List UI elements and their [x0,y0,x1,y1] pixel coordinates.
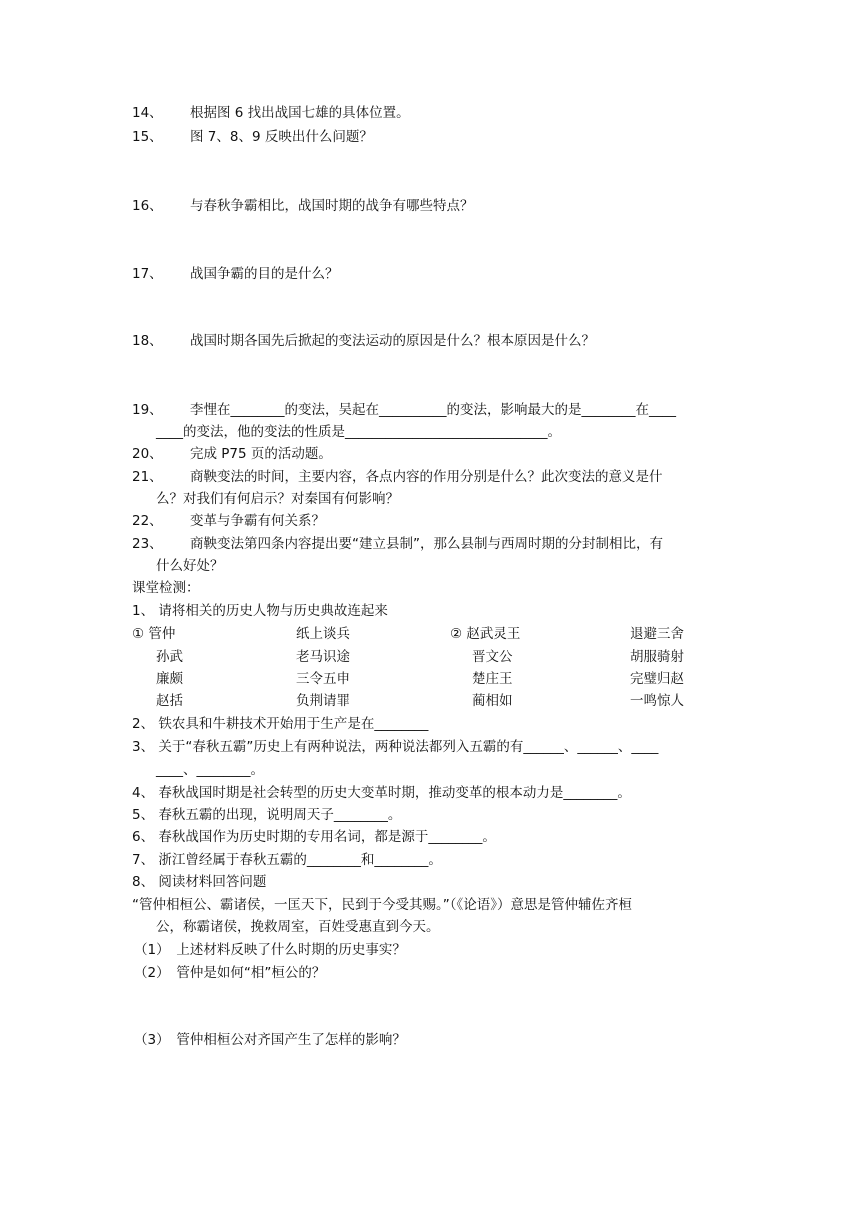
question-text-continued: 么？对我们有何启示？对秦国有何影响？ [156,491,399,507]
match-idiom: 负荆请罪 [296,693,350,709]
match-person: ① 管仲 [132,626,176,642]
sub-question-3: （3） 管仲相桓公对齐国产生了怎样的影响？ [134,1032,406,1048]
question-text-continued: ____的变法，他的变法的性质是______________________________。 [156,424,561,440]
match-idiom: 胡服骑射 [630,649,684,665]
match-idiom: 三令五申 [296,671,350,687]
check-question-5: 5、 春秋五霸的出现，说明周天子________。 [132,807,402,823]
question-number: 16、 [132,198,163,214]
question-text: 商鞅变法第四条内容提出要“建立县制”，那么县制与西周时期的分封制相比，有 [190,536,663,552]
match-idiom: 老马识途 [296,649,350,665]
question-text: 商鞅变法的时间，主要内容，各点内容的作用分别是什么？此次变法的意义是什 [190,469,663,485]
question-text: 李悝在________的变法，吴起在__________的变法，影响最大的是________在____ [190,402,676,418]
check-question-3: 3、 关于“春秋五霸”历史上有两种说法，两种说法都列入五霸的有______、______、____ [132,739,659,755]
question-number: 17、 [132,266,163,282]
section-heading: 课堂检测： [132,580,200,596]
check-question-8: 8、 阅读材料回答问题 [132,874,267,890]
match-person: 楚庄王 [472,671,513,687]
match-idiom: 纸上谈兵 [296,626,350,642]
match-person: 赵括 [156,693,183,709]
sub-question-1: （1） 上述材料反映了什么时期的历史事实？ [134,942,406,958]
question-text: 与春秋争霸相比，战国时期的战争有哪些特点？ [190,198,474,214]
question-number: 19、 [132,402,163,418]
question-text: 完成 P75 页的活动题。 [190,446,332,462]
sub-question-2: （2） 管仲是如何“相”桓公的？ [134,965,326,981]
match-idiom: 一鸣惊人 [630,693,684,709]
match-idiom: 完璧归赵 [630,671,684,687]
match-person: ② 赵武灵王 [450,626,521,642]
check-question-3-continued: ____、________。 [156,762,264,778]
question-number: 20、 [132,446,163,462]
check-question-6: 6、 春秋战国作为历史时期的专用名词，都是源于________。 [132,829,496,845]
question-number: 21、 [132,469,163,485]
check-question-7: 7、 浙江曾经属于春秋五霸的________和________。 [132,852,442,868]
question-number: 15、 [132,129,163,145]
material-text-continued: 公，称霸诸侯，挽救周室，百姓受惠直到今天。 [156,919,440,935]
question-number: 22、 [132,513,163,529]
question-number: 14、 [132,105,163,121]
question-text: 图 7、8、9 反映出什么问题？ [190,129,373,145]
material-text: “管仲相桓公、霸诸侯，一匡天下，民到于今受其赐。”（《论语》）意思是管仲辅佐齐桓 [132,897,632,913]
question-text: 战国争霸的目的是什么？ [190,266,339,282]
match-person: 廉颇 [156,671,183,687]
question-text-continued: 什么好处？ [156,558,224,574]
match-idiom: 退避三舍 [630,626,684,642]
check-question-4: 4、 春秋战国时期是社会转型的历史大变革时期，推动变革的根本动力是________。 [132,785,631,801]
match-person: 孙武 [156,649,183,665]
question-text: 根据图 6 找出战国七雄的具体位置。 [190,105,410,121]
question-text: 战国时期各国先后掀起的变法运动的原因是什么？根本原因是什么？ [190,333,595,349]
match-person: 蔺相如 [472,693,513,709]
question-text: 变革与争霸有何关系？ [190,513,325,529]
question-number: 18、 [132,333,163,349]
match-person: 晋文公 [472,649,513,665]
question-number: 23、 [132,536,163,552]
check-question-2: 2、 铁农具和牛耕技术开始用于生产是在________ [132,716,429,732]
check-question-1: 1、 请将相关的历史人物与历史典故连起来 [132,603,388,619]
